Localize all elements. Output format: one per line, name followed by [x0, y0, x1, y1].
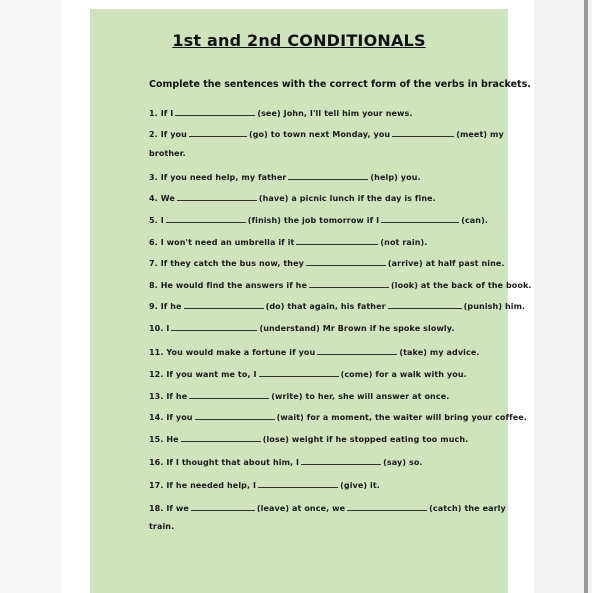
sentence-17	[149, 478, 380, 490]
answer-blank[interactable]	[189, 127, 247, 137]
sentence-15	[149, 432, 468, 444]
answer-blank[interactable]	[392, 127, 454, 137]
sentence-2-continued	[149, 149, 186, 158]
answer-blank[interactable]	[296, 235, 378, 245]
answer-blank[interactable]	[184, 299, 264, 309]
sentence-1	[149, 106, 413, 118]
sentence-2	[149, 127, 504, 139]
sentence-text: (lose) weight if he stopped eating too much.	[262, 435, 469, 444]
answer-blank[interactable]	[189, 389, 269, 399]
answer-blank[interactable]	[288, 170, 368, 180]
sentence-text: (take) my advice.	[399, 348, 480, 357]
sentence-text: 18. If we	[149, 504, 189, 513]
sentence-text: brother.	[149, 149, 186, 158]
page-edge-shadow	[584, 0, 588, 593]
sentence-text: (punish) him.	[463, 302, 526, 311]
sentence-text: 13. If he	[149, 392, 188, 401]
sentence-text: (can).	[461, 216, 488, 225]
answer-blank[interactable]	[258, 478, 338, 488]
sentence-18	[149, 501, 506, 513]
answer-blank[interactable]	[306, 256, 386, 266]
sentence-text: (write) to her, she will answer at once.	[271, 392, 450, 401]
sentence-text: (catch) the early	[429, 504, 506, 513]
worksheet-title: 1st and 2nd CONDITIONALS	[172, 31, 426, 50]
sentence-text: (have) a picnic lunch if the day is fine.	[258, 194, 436, 203]
sentence-18-continued	[149, 522, 174, 531]
sentence-text: (go) to town next Monday, you	[248, 130, 391, 139]
sentence-text: (come) for a walk with you.	[340, 370, 467, 379]
sentence-text: 2. If you	[149, 130, 187, 139]
sentence-text: (see) John, I'll tell him your news.	[257, 109, 413, 118]
sentence-text: (understand) Mr Brown if he spoke slowly.	[259, 324, 455, 333]
sentence-text: 17. If he needed help, I	[149, 481, 257, 490]
worksheet	[90, 9, 532, 593]
sentence-13	[149, 389, 449, 401]
sentence-6	[149, 235, 427, 247]
answer-blank[interactable]	[177, 191, 257, 201]
sentence-text: 7. If they catch the bus now, they	[149, 259, 304, 268]
sentence-text: 3. If you need help, my father	[149, 173, 287, 182]
sentence-text: (arrive) at half past nine.	[387, 259, 505, 268]
answer-blank[interactable]	[381, 213, 459, 223]
sentence-14	[149, 410, 527, 422]
sentence-text: (do) that again, his father	[265, 302, 386, 311]
answer-blank[interactable]	[191, 501, 255, 511]
worksheet-instructions: Complete the sentences with the correct form of the verbs in brackets.	[149, 79, 531, 90]
answer-blank[interactable]	[301, 455, 381, 465]
sentence-16	[149, 455, 423, 467]
sentence-3	[149, 170, 421, 182]
answer-blank[interactable]	[181, 432, 261, 442]
sentence-7	[149, 256, 505, 268]
sentence-text: (finish) the job tomorrow if I	[247, 216, 380, 225]
answer-blank[interactable]	[259, 367, 339, 377]
answer-blank[interactable]	[171, 321, 257, 331]
answer-blank[interactable]	[195, 410, 275, 420]
sentence-4	[149, 191, 436, 203]
sentence-12	[149, 367, 467, 379]
sentence-5	[149, 213, 488, 225]
sentence-text: 9. If he	[149, 302, 182, 311]
sentence-text: 12. If you want me to, I	[149, 370, 257, 379]
answer-blank[interactable]	[309, 278, 389, 288]
sentence-text: (meet) my	[456, 130, 504, 139]
sentence-text: 6. I won't need an umbrella if it	[149, 238, 295, 247]
answer-blank[interactable]	[388, 299, 462, 309]
sentence-8	[149, 278, 532, 290]
sentence-text: (say) so.	[383, 458, 423, 467]
sentence-text: (wait) for a moment, the waiter will bring your coffee.	[276, 413, 527, 422]
sentence-text: train.	[149, 522, 175, 531]
sentence-text: 8. He would find the answers if he	[149, 281, 307, 290]
sentence-text: (give) it.	[340, 481, 380, 490]
sentence-10	[149, 321, 455, 333]
sentence-text: 10. I	[149, 324, 170, 333]
answer-blank[interactable]	[166, 213, 246, 223]
sentence-text: 14. If you	[149, 413, 193, 422]
sentence-text: 15. He	[149, 435, 179, 444]
sentence-text: 11. You would make a fortune if you	[149, 348, 316, 357]
sentence-text: 5. I	[149, 216, 164, 225]
sentence-text: 1. If I	[149, 109, 174, 118]
sentence-text: 16. If I thought that about him, I	[149, 458, 300, 467]
sentence-9	[149, 299, 525, 311]
answer-blank[interactable]	[347, 501, 427, 511]
viewer-left-margin	[0, 0, 62, 593]
sentence-11	[149, 345, 480, 357]
sentence-text: (look) at the back of the book.	[391, 281, 532, 290]
sentence-text: (leave) at once, we	[256, 504, 346, 513]
answer-blank[interactable]	[175, 106, 255, 116]
sentence-text: (help) you.	[370, 173, 421, 182]
sentence-text: (not rain).	[380, 238, 428, 247]
sentence-text: 4. We	[149, 194, 175, 203]
answer-blank[interactable]	[317, 345, 397, 355]
